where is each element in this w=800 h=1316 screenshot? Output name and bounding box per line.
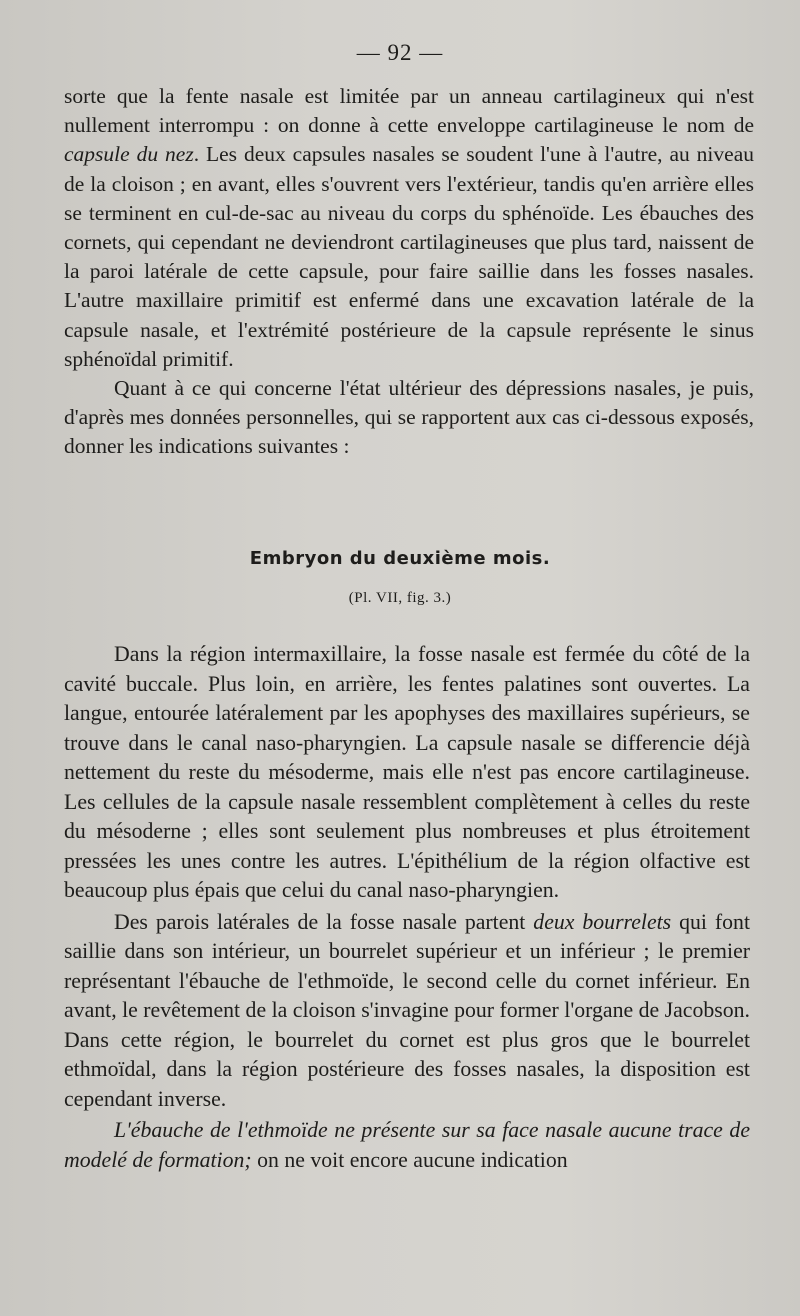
intro-paragraph-2: Quant à ce qui concerne l'état ultérieur des dépressions nasales, je puis, d'après mes données personnelles, qui se rapportent aux cas ci-dessous exposés, donner les indications suivantes : — [64, 376, 754, 459]
intro-text — [64, 82, 754, 462]
body-paragraph-1: Dans la région intermaxillaire, la fosse nasale est fermée du côté de la cavité buccale. Plus loin, en arrière, les fentes palatines sont ouvertes. La langue, entourée latéralement par les apophyses des maxillaires supérieurs, se trouve dans le canal naso-pharyngien. La capsule nasale se differencie déjà nettement du reste du mésoderme, mais elle n'est pas encore cartilagineuse. Les cellules de la capsule nasale ressemblent complètement à celles du reste du mésoderne ; elles sont seulement plus nombreuses et plus étroitement pressées les unes contre les autres. L'épithélium de la région olfactive est beaucoup plus épais que celui du canal naso-pharyngien. — [64, 642, 750, 902]
intro-paragraph-1 — [64, 82, 754, 374]
intro-paragraph-1-text: sorte que la fente nasale est limitée par un anneau cartilagineux qui n'est nullement interrompu : on donne à cette enveloppe cartilagineuse le nom de — [64, 84, 754, 138]
body-paragraph-2-start: Des parois latérales de la fosse nasale partent — [114, 909, 534, 934]
body-paragraph-2 — [64, 908, 750, 1115]
body-paragraph-2-end: qui font saillie dans son intérieur, un bourrelet supérieur et un inférieur ; le premier représentant l'ébauche de l'ethmoïde, le second celle du cornet inférieur. En avant, le revêtement de la cloison s'invagine pour former l'organe de Jacobson. Dans cette région, le bourrelet du cornet est plus gros que le bourrelet ethmoïdal, dans la région postérieure des fosses nasales, la disposition est cependant inverse. — [64, 909, 750, 1111]
body-paragraph-2-emphasis: deux bourrelets — [533, 909, 672, 934]
intro-paragraph-1-end: . Les deux capsules nasales se soudent l'une à l'autre, au niveau de la cloison ; en avant, elles s'ouvrent vers l'extérieur, tandis qu'en arrière elles se terminent en cul-de-sac au niveau du corps du sphénoïde. Les ébauches des cornets, qui cependant ne deviendront cartilagineuses que plus tard, naissent de la paroi latérale de cette capsule, pour faire saillie dans les fosses nasales. L'autre maxillaire primitif est enfermé dans une excavation latérale de la capsule nasale, et l'extrémité postérieure de la capsule représente le sinus sphénoïdal primitif. — [64, 142, 754, 371]
section-heading: Embryon du deuxième mois. — [249, 548, 551, 569]
section-body — [64, 640, 750, 1175]
section-subheading: (Pl. VII, fig. 3.) — [348, 590, 452, 606]
page-number: — 92 — — [356, 40, 444, 65]
body-paragraph-3-end: on ne voit encore aucune indication — [251, 1147, 568, 1172]
intro-paragraph-1-emphasis: capsule du nez — [64, 142, 194, 167]
body-paragraph-3 — [64, 1116, 750, 1175]
body-paragraph-3-emphasis: L'ébauche de l'ethmoïde ne présente sur sa face nasale aucune trace de modelé de formation; — [64, 1118, 750, 1172]
